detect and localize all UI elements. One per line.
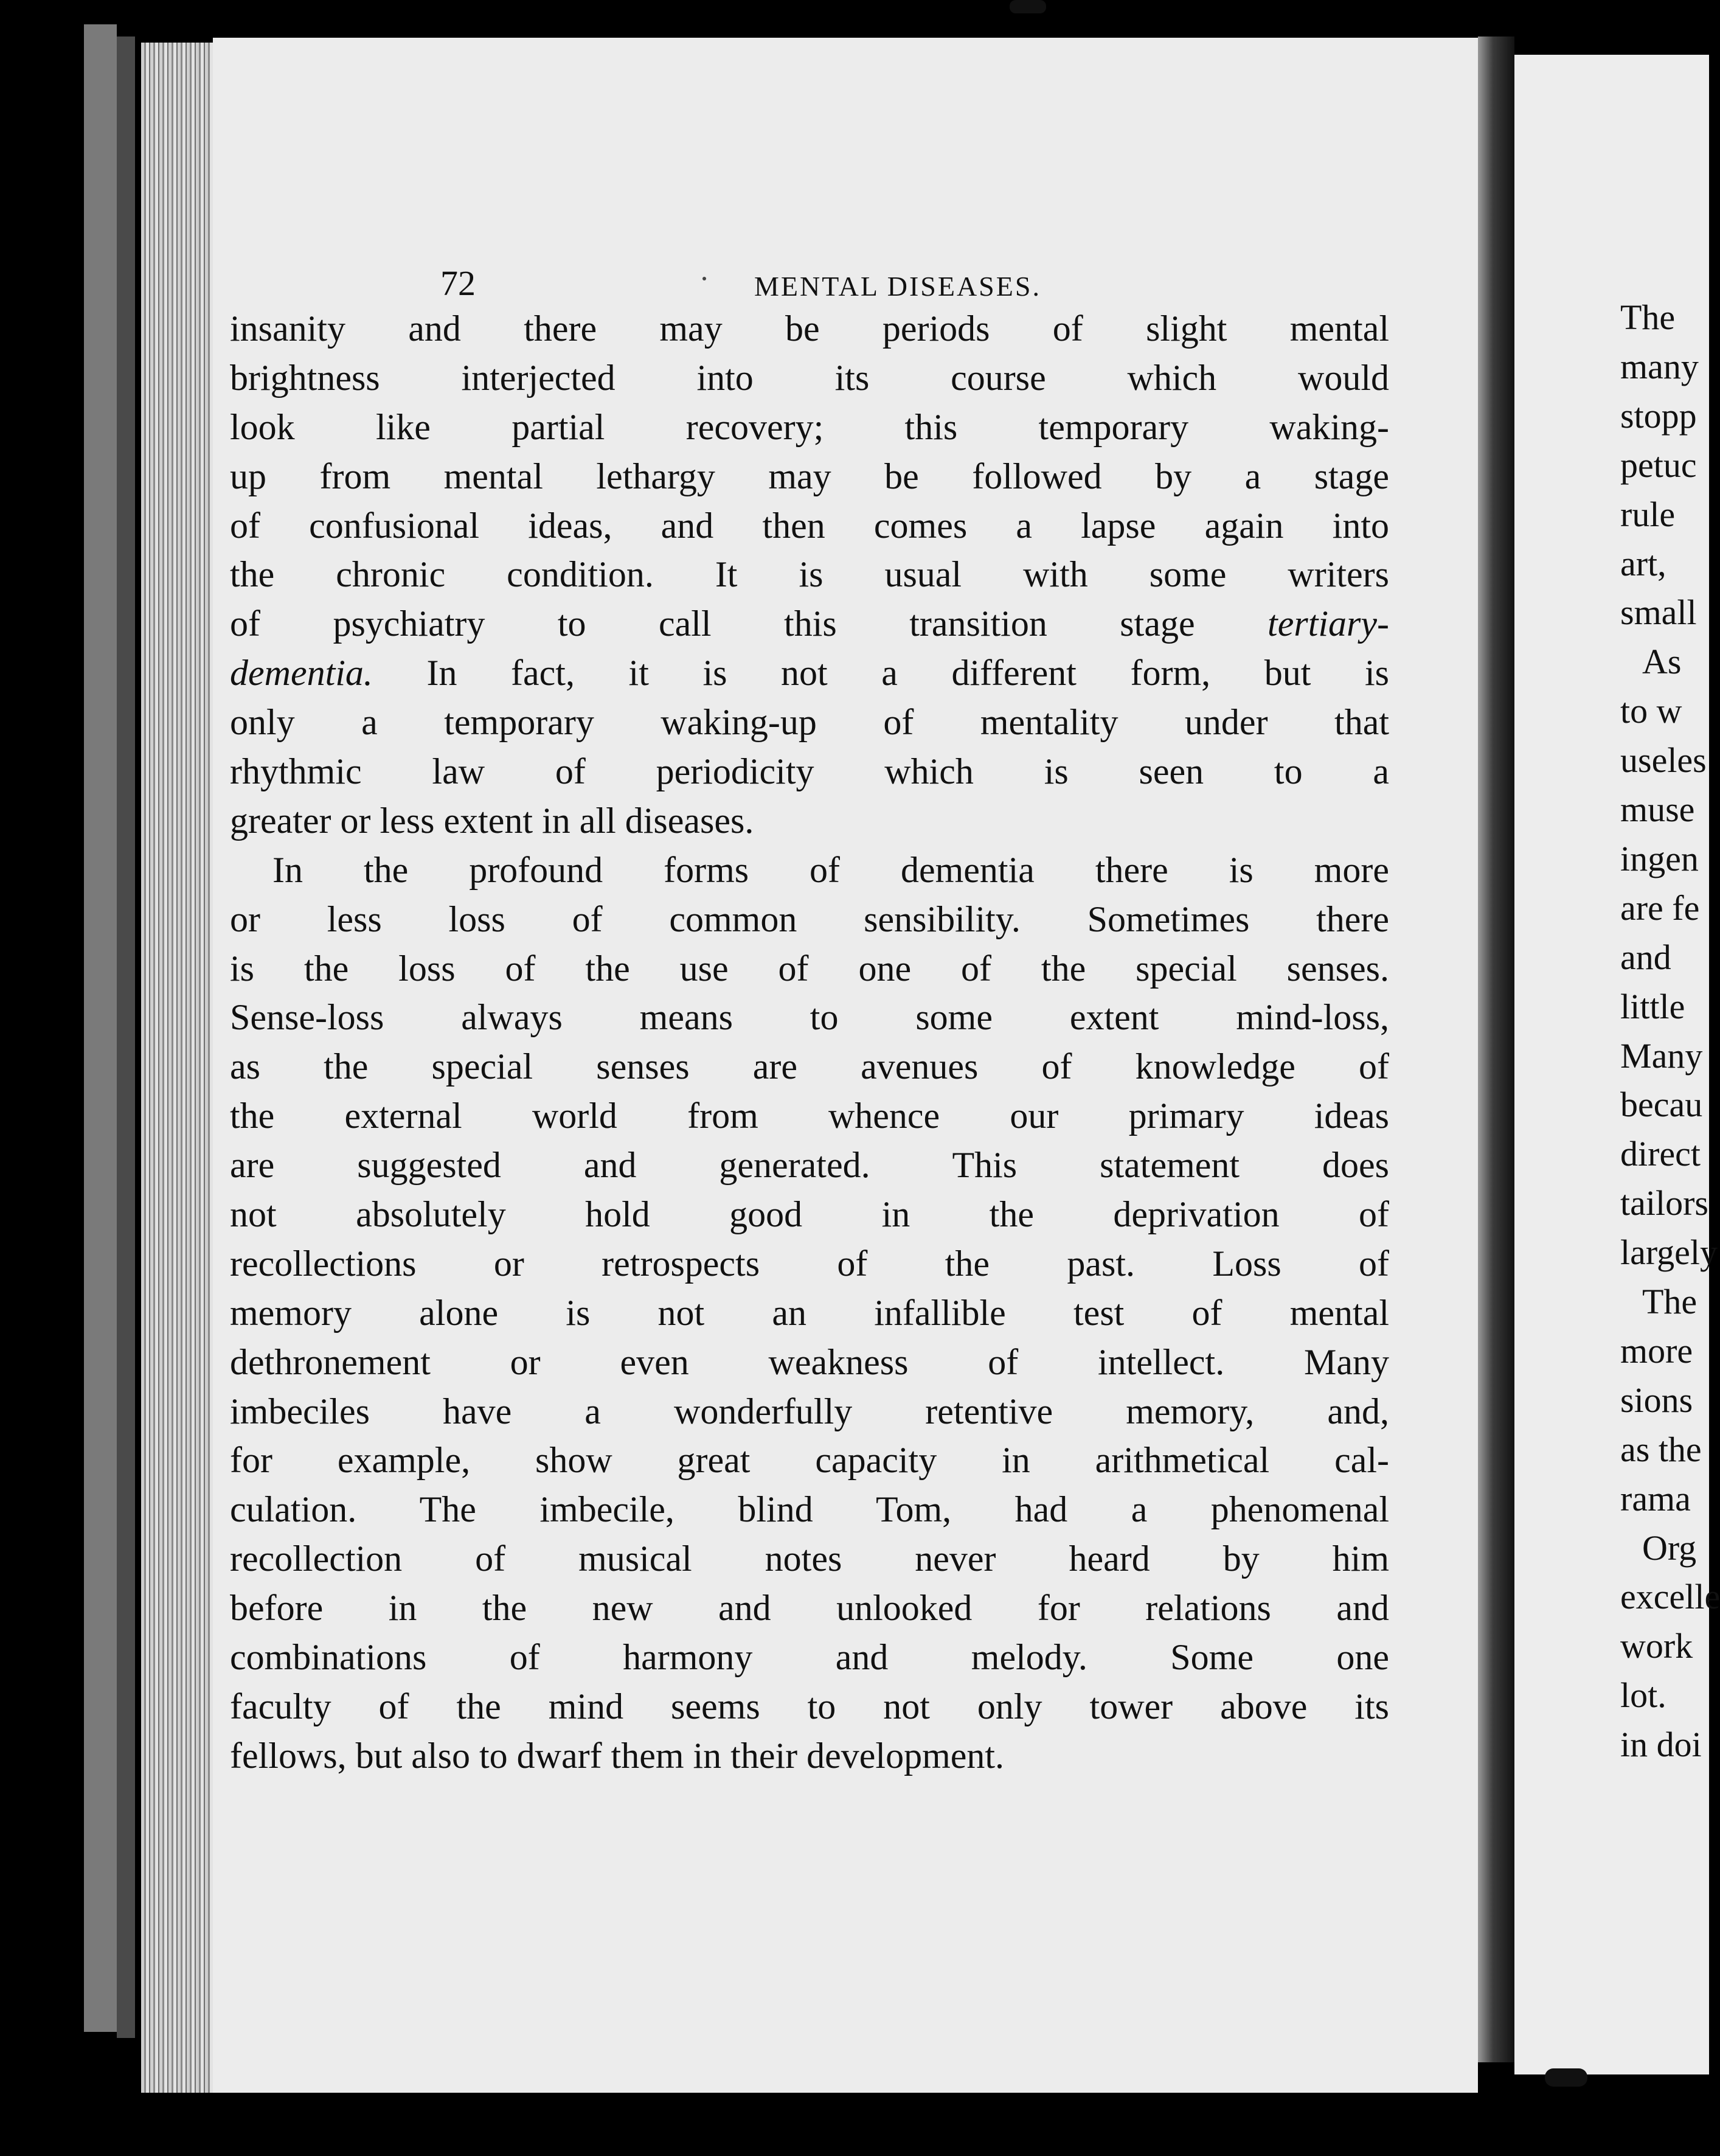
text-line bbox=[230, 353, 1389, 403]
page-header bbox=[213, 263, 1478, 305]
facing-line-fragment: ingen bbox=[1620, 838, 1699, 878]
line-text: greater or less extent in all diseases. bbox=[230, 800, 754, 841]
line-text: fellows, but also to dwarf them in their development. bbox=[230, 1735, 1005, 1776]
line-text: for example, show great capacity in arithmetical cal- bbox=[230, 1440, 1389, 1481]
facing-line-fragment: as the bbox=[1620, 1429, 1702, 1469]
body-text bbox=[230, 304, 1389, 1781]
line-text: not absolutely hold good in the deprivation of bbox=[230, 1194, 1389, 1235]
line-text: the chronic condition. It is usual with some writers bbox=[230, 554, 1389, 595]
scan-speck bbox=[1010, 0, 1046, 13]
line-text: as the special senses are avenues of knowledge of bbox=[230, 1046, 1389, 1087]
text-line bbox=[230, 1141, 1389, 1190]
line-text: brightness interjected into its course which would bbox=[230, 357, 1389, 398]
facing-line-fragment: tailors bbox=[1620, 1183, 1708, 1223]
line-text: memory alone is not an infallible test of mental bbox=[230, 1292, 1389, 1333]
facing-line-fragment: The bbox=[1642, 1282, 1697, 1321]
line-text: before in the new and unlooked for relations and bbox=[230, 1588, 1389, 1629]
book-cover-edge bbox=[84, 24, 117, 2032]
text-line bbox=[230, 944, 1389, 993]
facing-line-fragment: to w bbox=[1620, 691, 1682, 731]
facing-line-fragment: direct bbox=[1620, 1134, 1701, 1174]
text-line bbox=[230, 895, 1389, 944]
facing-line-fragment: largely bbox=[1620, 1233, 1718, 1273]
text-line bbox=[230, 1239, 1389, 1288]
facing-line-fragment: petuc bbox=[1620, 445, 1697, 485]
line-text: dethronement or even weakness of intellect. Many bbox=[230, 1341, 1389, 1382]
text-line bbox=[230, 796, 1389, 846]
line-text: culation. The imbecile, blind Tom, had a phenomenal bbox=[230, 1489, 1389, 1530]
line-text: the external world from whence our primary ideas bbox=[230, 1096, 1389, 1136]
text-line bbox=[230, 1042, 1389, 1091]
facing-line-fragment: The bbox=[1620, 297, 1676, 337]
line-text: rhythmic law of periodicity which is seen to a bbox=[230, 751, 1389, 792]
facing-line-fragment: sions bbox=[1620, 1380, 1693, 1420]
line-text: combinations of harmony and melody. Some one bbox=[230, 1637, 1389, 1678]
facing-line-fragment: work bbox=[1620, 1626, 1693, 1666]
facing-line-fragment: excelle bbox=[1620, 1577, 1720, 1617]
line-text: recollections or retrospects of the past. Loss of bbox=[230, 1243, 1389, 1284]
facing-line-fragment: many bbox=[1620, 346, 1699, 386]
text-line bbox=[230, 1091, 1389, 1141]
text-line bbox=[230, 452, 1389, 501]
facing-line-fragment: more bbox=[1620, 1330, 1693, 1371]
line-text: is the loss of the use of one of the special senses. bbox=[230, 948, 1389, 989]
text-line bbox=[230, 1633, 1389, 1682]
line-text: are suggested and generated. This statement does bbox=[230, 1145, 1389, 1186]
line-text: faculty of the mind seems to not only tower above its bbox=[230, 1686, 1389, 1727]
text-line bbox=[230, 993, 1389, 1042]
text-line bbox=[230, 1338, 1389, 1387]
scan-speck bbox=[702, 277, 706, 280]
text-line bbox=[230, 1682, 1389, 1731]
line-text: recollection of musical notes never heard by him bbox=[230, 1539, 1389, 1579]
scan-speck bbox=[1545, 2068, 1587, 2087]
text-line bbox=[230, 599, 1389, 649]
facing-line-fragment: stopp bbox=[1620, 395, 1697, 436]
text-line bbox=[230, 1387, 1389, 1436]
line-text: up from mental lethargy may be followed by a stage bbox=[230, 456, 1389, 496]
facing-line-fragment: and bbox=[1620, 937, 1671, 977]
line-text: imbeciles have a wonderfully retentive memory, and, bbox=[230, 1391, 1389, 1431]
book-cover-shadow bbox=[117, 37, 135, 2038]
facing-line-fragment: Many bbox=[1620, 1035, 1703, 1076]
text-line bbox=[230, 1288, 1389, 1338]
facing-line-fragment: are fe bbox=[1620, 888, 1700, 928]
text-line bbox=[230, 698, 1389, 747]
line-text: insanity and there may be periods of slight mental bbox=[230, 308, 1389, 349]
text-line bbox=[230, 649, 1389, 698]
facing-line-fragment: art, bbox=[1620, 543, 1666, 583]
text-line bbox=[230, 1485, 1389, 1534]
text-line bbox=[230, 1436, 1389, 1485]
facing-line-fragment: useles bbox=[1620, 740, 1707, 781]
line-text: only a temporary waking-up of mentality under that bbox=[230, 702, 1389, 743]
facing-line-fragment: As bbox=[1642, 642, 1682, 682]
facing-line-fragment: lot. bbox=[1620, 1675, 1666, 1716]
running-title: MENTAL DISEASES. bbox=[754, 271, 1041, 302]
page-number: 72 bbox=[440, 263, 476, 303]
facing-line-fragment: rama bbox=[1620, 1478, 1691, 1518]
line-text: Sense-loss always means to some extent mind-loss, bbox=[230, 997, 1389, 1038]
text-line bbox=[230, 1190, 1389, 1239]
facing-line-fragment: muse bbox=[1620, 790, 1695, 829]
text-line bbox=[230, 403, 1389, 452]
text-line bbox=[230, 846, 1389, 895]
line-text: of confusional ideas, and then comes a lapse again into bbox=[230, 505, 1389, 546]
text-line bbox=[230, 1731, 1389, 1781]
line-text: of psychiatry to call this transition stage bbox=[230, 603, 1195, 644]
facing-line-fragment: little bbox=[1620, 986, 1685, 1026]
text-line bbox=[230, 1584, 1389, 1633]
line-text: or less loss of common sensibility. Sometimes there bbox=[230, 899, 1389, 939]
text-line bbox=[230, 501, 1389, 551]
line-text: In the profound forms of dementia there is more bbox=[272, 849, 1389, 890]
text-line bbox=[230, 1534, 1389, 1584]
facing-line-fragment: small bbox=[1620, 593, 1697, 633]
facing-line-fragment: in doi bbox=[1620, 1725, 1702, 1765]
italic-term: tertiary- bbox=[1195, 603, 1390, 644]
italic-term: dementia. bbox=[230, 653, 373, 694]
text-line bbox=[230, 304, 1389, 353]
text-line bbox=[230, 747, 1389, 796]
line-text: look like partial recovery; this temporary waking- bbox=[230, 406, 1389, 447]
line-text: In fact, it is not a different form, but is bbox=[372, 653, 1389, 694]
facing-line-fragment: becau bbox=[1620, 1085, 1703, 1125]
book-gutter-shadow bbox=[1478, 37, 1514, 2062]
facing-line-fragment: rule bbox=[1620, 494, 1676, 534]
text-line bbox=[230, 550, 1389, 599]
facing-line-fragment: Org bbox=[1642, 1528, 1697, 1568]
